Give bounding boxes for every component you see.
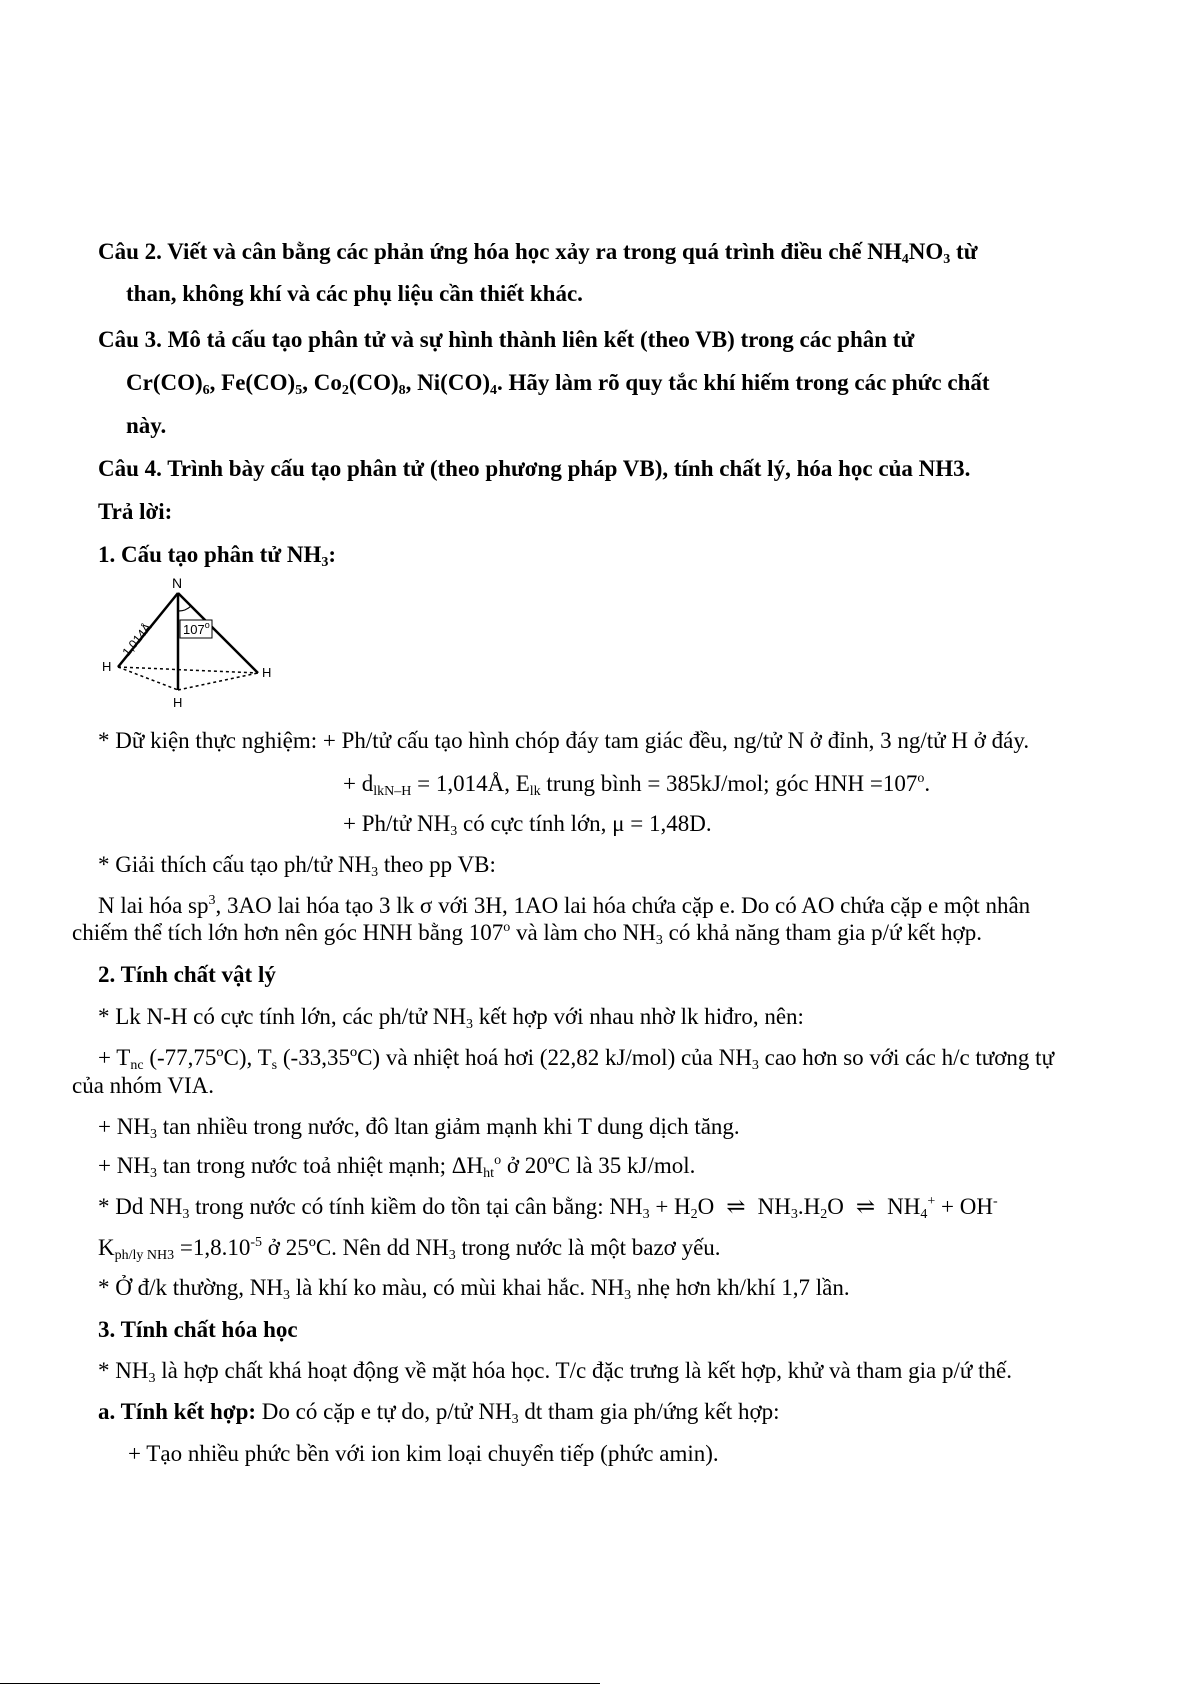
question-3-line-3: này.	[126, 413, 167, 438]
answer-label: Trả lời:	[98, 499, 173, 524]
physical-line-2: + $T_{nc}$ (-77,75ºC), $T_s$ (-33,35ºC) và nhiệt hoá hơi (22,82 kJ/mol) của $NH_3$ cao hơn so với các h/c tương tự	[98, 1045, 1055, 1073]
atom-label-h-left: H	[102, 659, 112, 674]
atom-label-h-bottom: H	[173, 695, 183, 710]
physical-line-6: * Dd $NH_3$ trong nước có tính kiềm do tồn tại cân bằng: $NH_3 + H_2O$ ⇌ $NH_3.H_2O$ ⇌ $NH_4^+ + OH^-$	[98, 1194, 998, 1222]
physical-line-8: * Ở đ/k thường, $NH_3$ là khí ko màu, có mùi khai hắc. $NH_3$ nhẹ hơn kh/khí 1,7 lần.	[98, 1275, 850, 1303]
atom-label-h-right: H	[262, 665, 272, 680]
bond-length-label: 1,014Å	[119, 620, 155, 659]
question-4-line-1: Câu 4. Trình bày cấu tạo phân tử (theo phương pháp VB), tính chất lý, hóa học của NH3.	[98, 456, 971, 481]
base-edge-back	[118, 667, 258, 673]
question-3-line-2: $Cr(CO)_6$, $Fe(CO)_5$, $Co_2(CO)_8$, $Ni(CO)_4$. Hãy làm rõ quy tắc khí hiếm trong các phức chất	[126, 370, 990, 398]
vb-explain-line-1: * Giải thích cấu tạo ph/tử $NH_3$ theo pp VB:	[98, 852, 496, 880]
physical-line-1: * Lk N-H có cực tính lớn, các ph/tử $NH_3$ kết hợp với nhau nhờ lk hiđro, nên:	[98, 1004, 804, 1032]
section-3-title: 3. Tính chất hóa học	[98, 1317, 298, 1342]
question-3-line-1: Câu 3. Mô tả cấu tạo phân tử và sự hình thành liên kết (theo VB) trong các phân tử	[98, 327, 915, 352]
angle-arc	[178, 606, 191, 611]
chemical-line-1: * $NH_3$ là hợp chất khá hoạt động về mặt hóa học. T/c đặc trưng là kết hợp, khử và tham gia p/ứ thế.	[98, 1358, 1012, 1386]
section-2-title: 2. Tính chất vật lý	[98, 962, 276, 987]
vb-explain-line-3: chiếm thể tích lớn hơn nên góc HNH bằng 107$^o$ và làm cho $NH_3$ có khả năng tham gia p/ứ kết hợp.	[72, 920, 982, 948]
physical-line-4: + $NH_3$ tan nhiều trong nước, đô ltan giảm mạnh khi T dung dịch tăng.	[98, 1114, 740, 1142]
footer-rule	[0, 1683, 600, 1684]
exp-data-line-1: * Dữ kiện thực nghiệm: + Ph/tử cấu tạo hình chóp đáy tam giác đều, ng/tử N ở đỉnh, 3 ng/tử H ở đáy.	[98, 728, 1030, 753]
exp-data-line-2: + $d_{lkN-H}$ = 1,014Å, $E_{lk}$ trung bình = 385kJ/mol; góc HNH $=107^o$.	[343, 771, 931, 799]
base-edge-left	[118, 667, 178, 690]
base-edge-right	[178, 673, 258, 690]
question-2-line-1: Câu 2. Viết và cân bằng các phản ứng hóa học xảy ra trong quá trình điều chế $NH_4NO_3$ từ	[98, 239, 978, 267]
section-1-title: 1. Cấu tạo phân tử $NH_3$:	[98, 542, 337, 570]
physical-line-7: $K_{ph/ly NH3} =1,8.10^{-5}$ ở 25ºC. Nên dd $NH_3$ trong nước là một bazơ yếu.	[98, 1235, 721, 1263]
physical-line-3: của nhóm VIA.	[72, 1073, 215, 1098]
atom-label-n: N	[172, 575, 183, 591]
vb-explain-line-2: N lai hóa $sp^3$, 3AO lai hóa tạo 3 lk σ với 3H, 1AO lai hóa chứa cặp e. Do có AO chứa cặp e một nhân	[98, 893, 1031, 918]
nh3-pyramid-diagram	[100, 575, 280, 715]
chemical-line-2: a. Tính kết hợp: Do có cặp e tự do, p/tử $NH_3$ dt tham gia ph/ứng kết hợp:	[98, 1399, 780, 1427]
physical-line-5: + $NH_3$ tan trong nước toả nhiệt mạnh; $\Delta H_{ht}^o$ ở 20ºC là 35 kJ/mol.	[98, 1153, 696, 1181]
angle-label: 107$^o$	[183, 620, 210, 637]
chemical-line-3: + Tạo nhiều phức bền với ion kim loại chuyển tiếp (phức amin).	[128, 1441, 719, 1466]
exp-data-line-3: + Ph/tử $NH_3$ có cực tính lớn, μ = 1,48D.	[343, 811, 712, 839]
question-2-line-2: than, không khí và các phụ liệu cần thiết khác.	[126, 281, 583, 306]
